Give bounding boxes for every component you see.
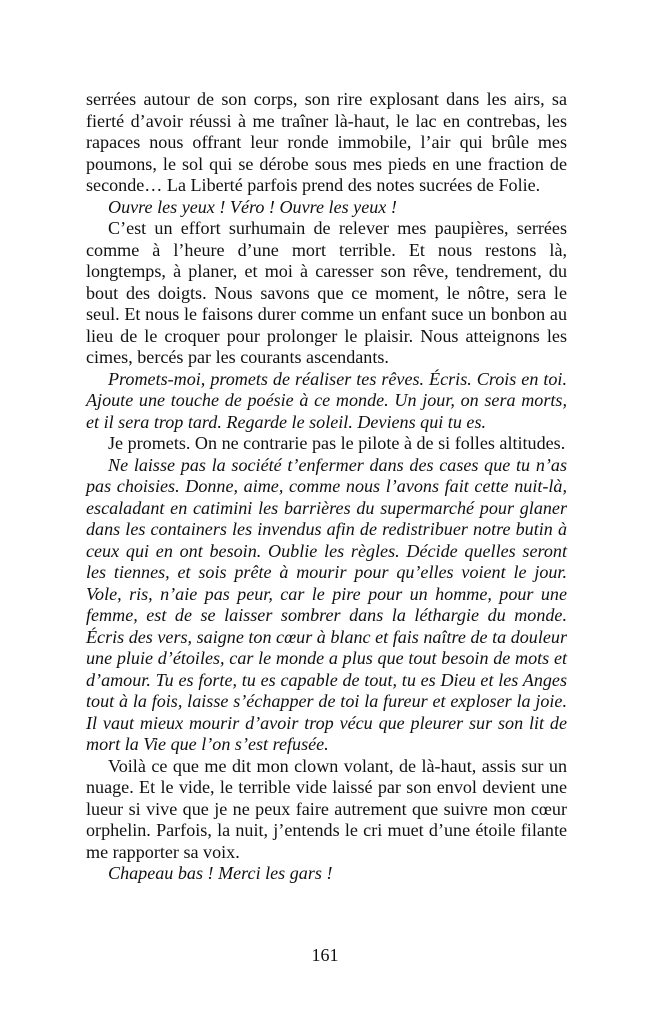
paragraph-italic: Chapeau bas ! Merci les gars ! — [108, 863, 333, 883]
paragraph-italic: Ouvre les yeux ! Véro ! Ouvre les yeux ! — [108, 196, 397, 217]
paragraph-italic: Ne laisse pas la société t’enfermer dans des cases que tu n’as pas choisies. Donne, aime, comme nous l’avons fait cette nuit-là, escaladant en catimini les barrières du supermarché pour glaner dans les containers les invendus afin de redistribuer notre butin à ceux qui en ont besoin. Oublie les règles. Décide quelles seront les tiennes, et sois prête à mourir pour qu’elles voient le jour. Vole, ris, n’aie pas peur, car le pire pour un homme, pour une femme, est de se laisser sombrer dans la léthargie du monde. Écris des vers, saigne ton cœur à blanc et fais naître de ta douleur une pluie d’étoiles, car le monde a plus que tout besoin de mots et d’amour. Tu es forte, tu es capable de tout, tu es Dieu et les Anges tout à la fois, laisse s’échapper de toi la fureur et exploser la joie. Il vaut mieux mourir d’avoir trop vécu que pleurer sur son lit de mort la Vie que l’on s’est refusée. — [86, 454, 567, 754]
paragraph: C’est un effort surhumain de relever mes paupières, serrées comme à l’heure d’une mort terrible. Et nous restons là, longtemps, à planer, et moi à caresser son rêve, tendrement, du bout des doigts. Nous savons que ce moment, le nôtre, sera le seul. Et nous le faisons durer comme un enfant suce un bonbon au lieu de le croquer pour prolonger le plaisir. Nous atteignons les cimes, bercés par les courants ascendants. — [86, 218, 567, 367]
page-body — [86, 89, 567, 885]
paragraph: Je promets. On ne contrarie pas le pilote à de si folles altitudes. — [108, 433, 566, 453]
paragraph: serrées autour de son corps, son rire explosant dans les airs, sa fierté d’avoir réussi à me traîner là-haut, le lac en contrebas, les rapaces nous offrant leur ronde immobile, l’air qui brûle mes poumons, le sol qui se dérobe sous mes pieds en une fraction de seconde… La Liberté parfois prend des notes sucrées de Folie. — [86, 89, 567, 195]
page-number: 161 — [311, 945, 339, 965]
paragraph-italic: Promets-moi, promets de réaliser tes rêves. Écris. Crois en toi. Ajoute une touche de poésie à ce monde. Un jour, on sera morts, et il sera trop tard. Regarde le soleil. Deviens qui tu es. — [86, 368, 567, 432]
paragraph: Voilà ce que me dit mon clown volant, de là-haut, assis sur un nuage. Et le vide, le terrible vide laissé par son envol devient une lueur si vive que je ne peux faire autrement que suivre mon cœur orphelin. Parfois, la nuit, j’entends le cri muet d’une étoile filante me rapporter sa voix. — [86, 755, 567, 862]
